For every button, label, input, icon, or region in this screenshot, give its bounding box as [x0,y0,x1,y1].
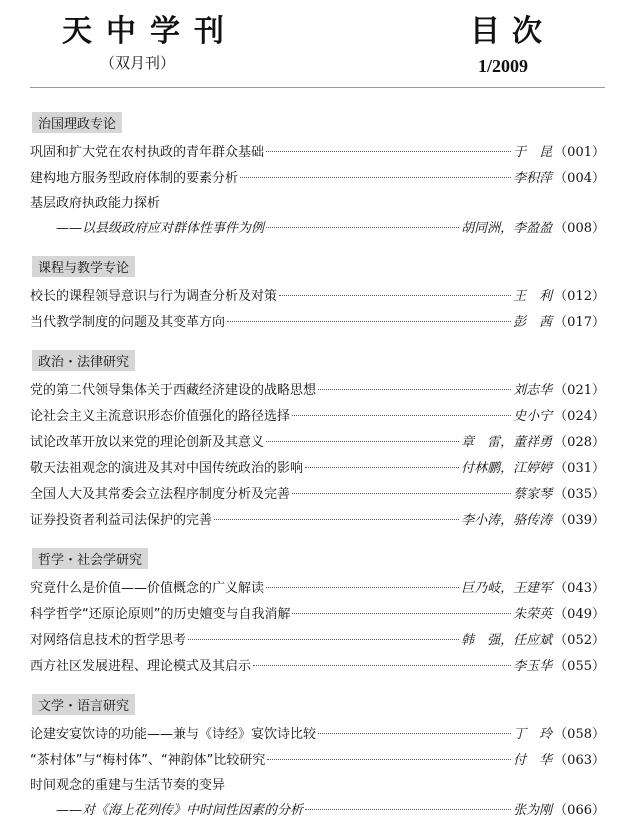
entry-author: 彭 茜 [513,315,553,330]
header-divider [30,87,605,88]
dot-leader [266,151,511,152]
toc-entry[interactable] [30,628,605,654]
entry-author: 韩 强，任应斌 [461,633,553,648]
entry-author: 刘志华 [513,383,553,398]
dot-leader [253,665,511,666]
toc-entry[interactable] [30,430,605,456]
dot-leader [279,295,511,296]
entry-title: 对网络信息技术的哲学思考 [30,633,187,648]
section-philosophy-sociology [30,548,605,680]
toc-entry-subtitle[interactable] [30,798,605,824]
table-of-contents [30,112,605,838]
dot-leader [318,733,511,734]
entry-page: （063） [554,753,605,768]
dot-leader [214,519,459,520]
entry-author: 巨乃岐，王建军 [461,581,553,596]
section-literature-language [30,694,605,824]
entry-page: （043） [554,581,605,596]
entry-page: （049） [554,607,605,622]
frequency-label: （双月刊） [100,54,176,72]
dot-leader [188,639,459,640]
entry-title: 论社会主义主流意识形态价值强化的路径选择 [30,409,291,424]
entry-page: （017） [554,315,605,330]
section-curriculum [30,256,605,336]
section-governance [30,112,605,242]
entry-author: 朱荣英 [513,607,553,622]
dot-leader [266,227,459,228]
entry-title: 校长的课程领导意识与行为调查分析及对策 [30,289,278,304]
toc-heading: 目次 [470,14,554,49]
entry-author: 史小宁 [513,409,553,424]
dot-leader [305,467,459,468]
dot-leader [305,809,511,810]
toc-entry[interactable] [30,310,605,336]
entry-subtitle: ——对《海上花列传》中时间性因素的分析 [56,803,304,818]
section-label: 文学・语言研究 [32,694,135,715]
toc-entry[interactable] [30,192,605,216]
entry-page: （052） [554,633,605,648]
entry-author: 李积萍 [513,171,553,186]
entry-title: 试论改革开放以来党的理论创新及其意义 [30,435,265,450]
entry-page: （001） [554,145,605,160]
entry-author: 章 雷，董祥勇 [461,435,553,450]
entry-title: “茶村体”与“梅村体”、“神韵体”比较研究 [30,753,266,768]
entry-page: （008） [554,221,605,236]
entry-author: 付林鹏，江婷婷 [461,461,553,476]
section-politics-law [30,350,605,534]
toc-entry[interactable] [30,404,605,430]
toc-entry[interactable] [30,602,605,628]
dot-leader [292,493,511,494]
toc-entry[interactable] [30,166,605,192]
entry-title: 党的第二代领导集体关于西藏经济建设的战略思想 [30,383,317,398]
entry-author: 王 利 [513,289,553,304]
toc-entry[interactable] [30,774,605,798]
entry-page: （066） [554,803,605,818]
toc-entry[interactable] [30,748,605,774]
dot-leader [267,759,511,760]
entry-title: 证券投资者利益司法保护的完善 [30,513,213,528]
entry-author: 于 昆 [513,145,553,160]
dot-leader [292,613,511,614]
entry-page: （021） [554,383,605,398]
toc-entry[interactable] [30,284,605,310]
toc-entry[interactable] [30,140,605,166]
toc-entry[interactable] [30,722,605,748]
entry-title: 巩固和扩大党在农村执政的青年群众基础 [30,145,265,160]
dot-leader [292,415,511,416]
entry-title: 全国人大及其常委会立法程序制度分析及完善 [30,487,291,502]
entry-page: （055） [554,659,605,674]
section-label: 哲学・社会学研究 [32,548,148,569]
entry-title: 时间观念的重建与生活节奏的变异 [30,778,226,793]
entry-page: （024） [554,409,605,424]
dot-leader [318,389,511,390]
entry-page: （012） [554,289,605,304]
entry-title: 西方社区发展进程、理论模式及其启示 [30,659,252,674]
entry-page: （031） [554,461,605,476]
toc-entry[interactable] [30,654,605,680]
entry-title: 论建安宴饮诗的功能——兼与《诗经》宴饮诗比较 [30,727,317,742]
entry-author: 李小涛，骆传涛 [461,513,553,528]
journal-title: 天中学刊 [62,14,238,49]
toc-entry[interactable] [30,482,605,508]
entry-author: 丁 玲 [513,727,553,742]
section-label: 课程与教学专论 [32,256,135,277]
entry-page: （058） [554,727,605,742]
section-label: 政治・法律研究 [32,350,135,371]
toc-entry[interactable] [30,508,605,534]
entry-author: 胡同洲，李盈盈 [461,221,553,236]
entry-title: 敬天法祖观念的演进及其对中国传统政治的影响 [30,461,304,476]
entry-title: 建构地方服务型政府体制的要素分析 [30,171,239,186]
entry-title: 当代教学制度的问题及其变革方向 [30,315,226,330]
entry-author: 张为刚 [513,803,553,818]
dot-leader [266,587,459,588]
entry-page: （035） [554,487,605,502]
entry-author: 李玉华 [513,659,553,674]
entry-page: （004） [554,171,605,186]
toc-entry[interactable] [30,378,605,404]
toc-entry[interactable] [30,456,605,482]
entry-page: （028） [554,435,605,450]
entry-author: 蔡家琴 [513,487,553,502]
dot-leader [227,321,511,322]
entry-title: 基层政府执政能力探析 [30,196,161,211]
section-label: 治国理政专论 [32,112,122,133]
toc-entry[interactable] [30,576,605,602]
entry-subtitle: ——以县级政府应对群体性事件为例 [56,221,265,236]
entry-title: 科学哲学“还原论原则”的历史嬗变与自我消解 [30,607,291,622]
issue-number: 1/2009 [478,56,529,76]
dot-leader [240,177,511,178]
entry-title: 究竟什么是价值——价值概念的广义解读 [30,581,265,596]
dot-leader [266,441,459,442]
toc-entry-subtitle[interactable] [30,216,605,242]
entry-page: （039） [554,513,605,528]
entry-author: 付 华 [513,753,553,768]
